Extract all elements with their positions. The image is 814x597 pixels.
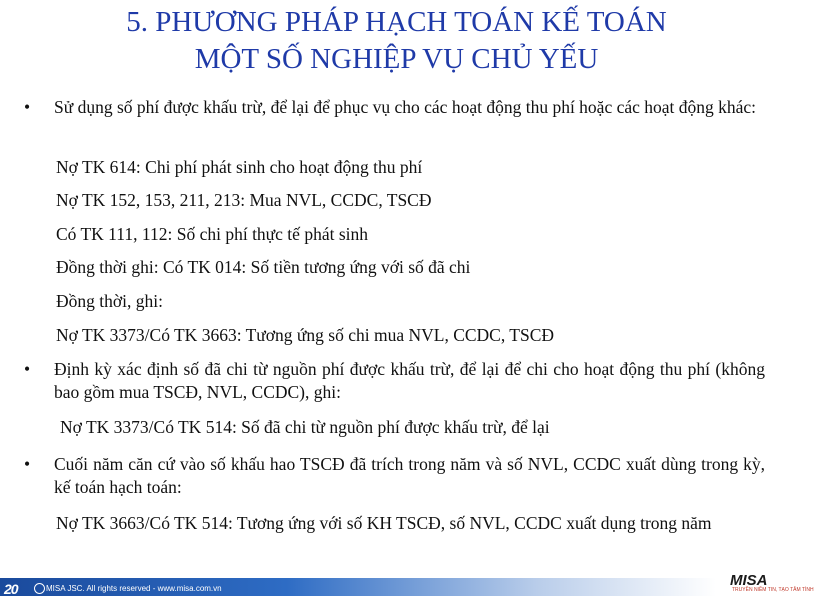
logo-tagline: TRUYỀN NIỀM TIN, TẠO TÂM TÌNH: [732, 587, 814, 593]
bullet-dot-icon: •: [24, 359, 31, 379]
footer-copyright: MISA JSC. All rights reserved - www.misa.com.vn: [46, 584, 222, 593]
slide-title: [0, 4, 793, 78]
bullet-item-2: [20, 358, 765, 404]
entry-line: Đồng thời ghi: Có TK 014: Số tiền tương ứng với số đã chi: [56, 257, 471, 277]
slide-number: 20: [4, 581, 18, 597]
entry-line: Nợ TK 152, 153, 211, 213: Mua NVL, CCDC, TSCĐ: [56, 190, 432, 210]
footer-bar: [0, 578, 716, 596]
bullet-text: Định kỳ xác định số đã chi từ nguồn phí được khấu trừ, để lại để chi cho hoạt động thu phí (không bao gồm mua TSCĐ, NVL, CCDC), ghi:: [54, 359, 765, 402]
slide-title-line-1: 5. PHƯƠNG PHÁP HẠCH TOÁN KẾ TOÁN: [126, 6, 667, 38]
misa-logo: [730, 572, 814, 596]
entry-line: Đồng thời, ghi:: [56, 291, 163, 311]
bullet-dot-icon: •: [24, 454, 31, 474]
entry-line: Có TK 111, 112: Số chi phí thực tế phát sinh: [56, 224, 368, 244]
slide-footer: [0, 572, 814, 597]
slide-title-line-2: MỘT SỐ NGHIỆP VỤ CHỦ YẾU: [194, 43, 599, 75]
copyright-icon: [34, 583, 45, 594]
bullet-item-1: [20, 96, 765, 119]
logo-text: MISA: [730, 572, 768, 589]
entry-line: Nợ TK 3663/Có TK 514: Tương ứng với số KH TSCĐ, số NVL, CCDC xuất dụng trong năm: [56, 513, 712, 533]
entry-line: Nợ TK 3373/Có TK 3663: Tương ứng số chi mua NVL, CCDC, TSCĐ: [56, 325, 555, 345]
bullet-text: Cuối năm căn cứ vào số khấu hao TSCĐ đã trích trong năm và số NVL, CCDC xuất dùng trong kỳ, kế toán hạch toán:: [54, 454, 765, 497]
bullet-item-3: [20, 453, 765, 499]
bullet-dot-icon: •: [24, 97, 31, 117]
bullet-text: Sử dụng số phí được khấu trừ, để lại để phục vụ cho các hoạt động thu phí hoặc các hoạt động khác:: [54, 97, 757, 117]
entry-line: Nợ TK 614: Chi phí phát sinh cho hoạt động thu phí: [56, 157, 423, 177]
entry-line: Nợ TK 3373/Có TK 514: Số đã chi từ nguồn phí được khấu trừ, để lại: [60, 417, 550, 437]
